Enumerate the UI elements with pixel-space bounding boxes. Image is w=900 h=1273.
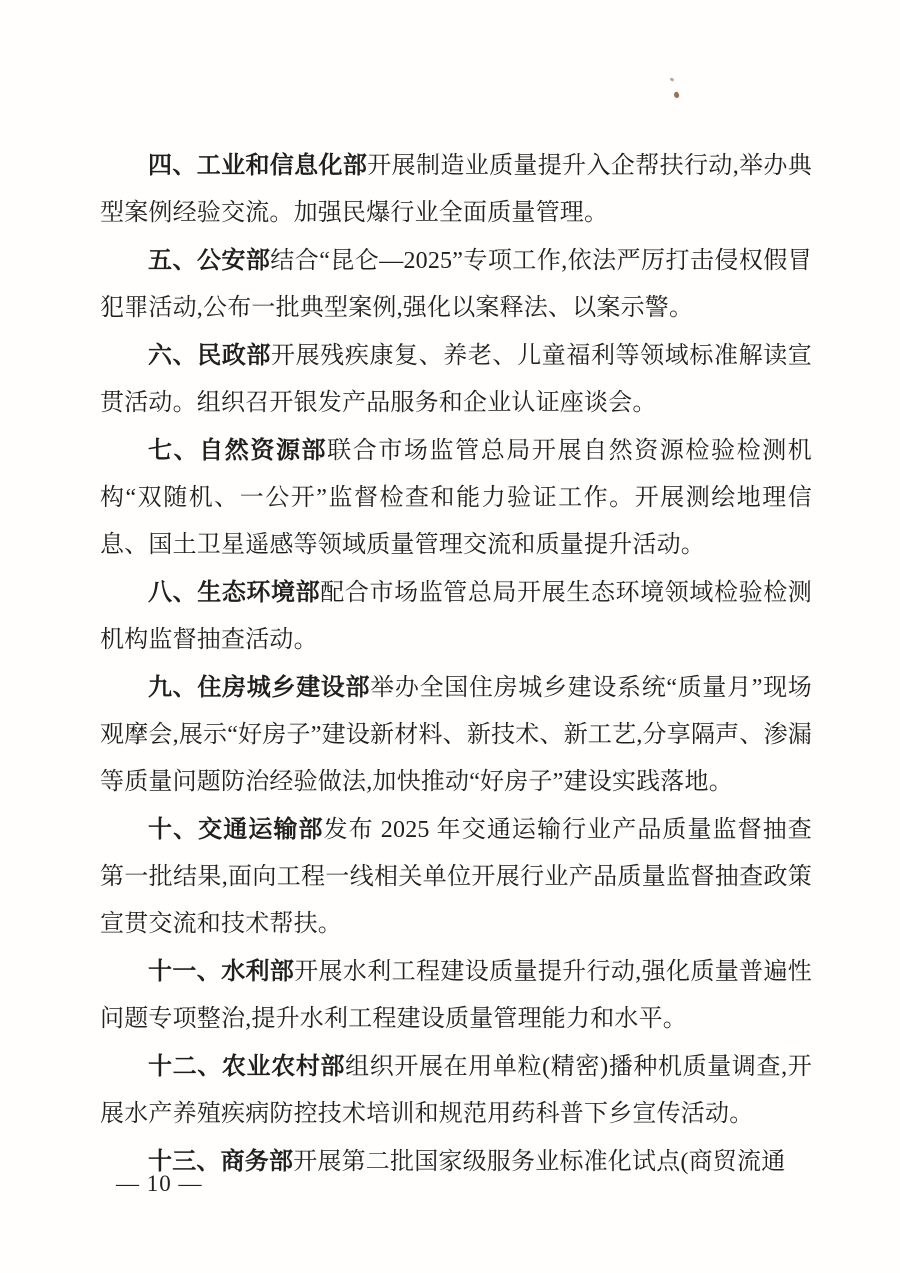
paragraph-6 [100,332,812,427]
paragraph-8-lead: 八、生态环境部 [148,579,321,606]
paragraph-9-text: 举办全国住房城乡建设系统“质量月”现场观摩会,展示“好房子”建设新材料、新技术、新工艺,分享隔声、渗漏等质量问题防治经验做法,加快推动“好房子”建设实践落地。 [100,675,812,795]
paragraph-11-lead: 十一、水利部 [148,958,295,985]
paragraph-9-lead: 九、住房城乡建设部 [148,674,371,701]
scan-speck [668,78,688,108]
paragraph-5-text: 结合“昆仑—2025”专项工作,依法严厉打击侵权假冒犯罪活动,公布一批典型案例,强化以案释法、以案示警。 [100,248,812,321]
paragraph-6-lead: 六、民政部 [148,342,272,369]
paragraph-11-text: 开展水利工程建设质量提升行动,强化质量普遍性问题专项整治,提升水利工程建设质量管理能力和水平。 [100,959,813,1032]
paragraph-4-lead: 四、工业和信息化部 [148,152,368,179]
paragraph-7-lead: 七、自然资源部 [148,437,328,464]
paragraph-10-text: 发布 2025 年交通运输行业产品质量监督抽查第一批结果,面向工程一线相关单位开展行业产品质量监督抽查政策宣贯交流和技术帮扶。 [100,817,812,937]
paragraph-10 [100,806,812,948]
paragraph-4 [100,142,812,237]
paragraph-8 [100,569,812,664]
speck-mark-icon [673,91,680,99]
paragraph-13 [100,1138,812,1186]
paragraph-12-lead: 十二、农业农村部 [148,1053,346,1080]
paragraph-12 [100,1043,812,1138]
paragraph-12-text: 组织开展在用单粒(精密)播种机质量调查,开展水产养殖疾病防控技术培训和规范用药科普下乡宣传活动。 [100,1054,812,1127]
paragraph-5-lead: 五、公安部 [148,247,271,274]
paragraph-6-text: 开展残疾康复、养老、儿童福利等领域标准解读宣贯活动。组织召开银发产品服务和企业认证座谈会。 [100,343,813,416]
paragraph-4-text: 开展制造业质量提升入企帮扶行动,举办典型案例经验交流。加强民爆行业全面质量管理。 [100,153,812,226]
speck-mark-icon [670,77,675,82]
paragraph-7-text: 联合市场监管总局开展自然资源检验检测机构“双随机、一公开”监督检查和能力验证工作。开展测绘地理信息、国土卫星遥感等领域质量管理交流和质量提升活动。 [100,438,812,558]
page-number: — 10 — [116,1171,203,1196]
page-footer [116,1160,203,1207]
paragraph-9 [100,664,812,806]
paragraph-11 [100,948,812,1043]
document-body [100,142,812,1186]
paragraph-10-lead: 十、交通运输部 [148,816,324,843]
paragraph-13-lead: 十三、商务部 [148,1148,294,1175]
paragraph-13-text: 开展第二批国家级服务业标准化试点(商贸流通 [293,1149,786,1175]
paragraph-8-text: 配合市场监管总局开展生态环境领域检验检测机构监督抽查活动。 [100,580,813,653]
paragraph-5 [100,237,812,332]
paragraph-7 [100,427,812,569]
